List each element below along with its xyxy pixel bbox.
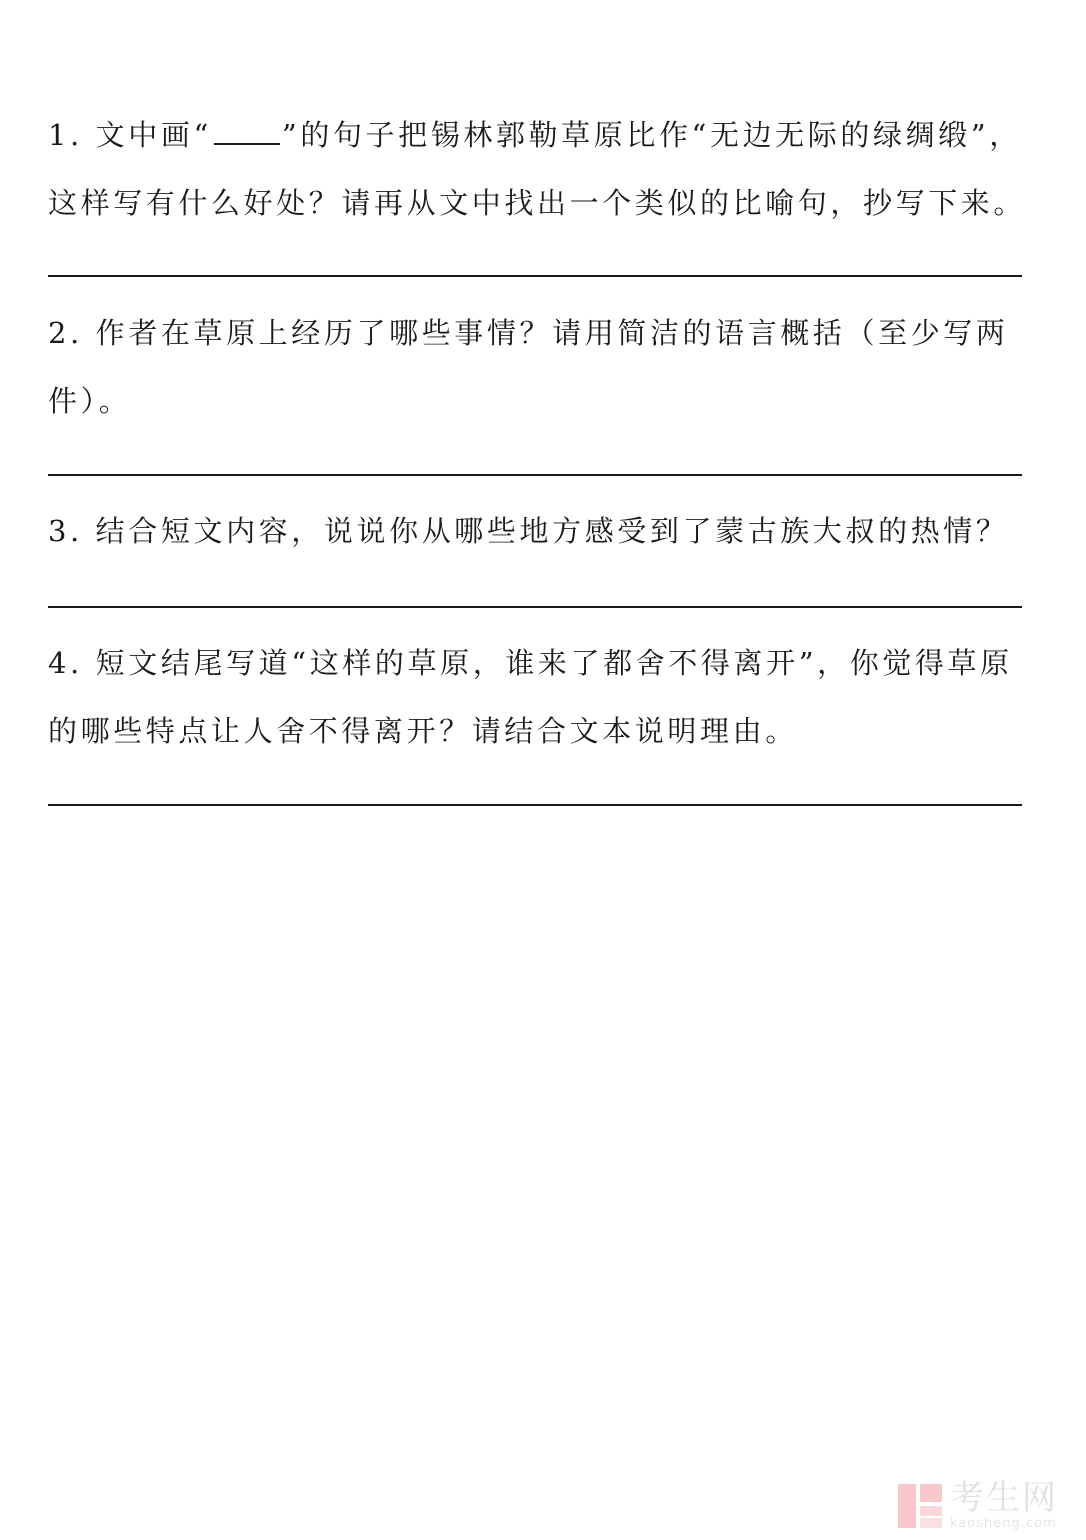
answer-line-4[interactable] (48, 804, 1022, 806)
watermark-sub: kaosheng.com (950, 1516, 1057, 1531)
question-4-line-1: 4. 短文结尾写道“这样的草原，谁来了都舍不得离开”，你觉得草原 (48, 646, 1013, 680)
question-4-line-2: 的哪些特点让人舍不得离开？请结合文本说明理由。 (48, 714, 798, 748)
question-2-line-2: 件）。 (48, 384, 132, 418)
question-1-line-1 (48, 113, 1022, 154)
question-1-text-before-blank: 1. 文中画“ (48, 118, 212, 152)
answer-line-2[interactable] (48, 474, 1022, 476)
watermark-main: 考生网 (950, 1478, 1058, 1518)
underline-blank (214, 121, 280, 145)
answer-line-3[interactable] (48, 606, 1022, 608)
question-2-line-1: 2. 作者在草原上经历了哪些事情？请用简洁的语言概括（至少写两 (48, 316, 1009, 350)
watermark (898, 1478, 1058, 1531)
question-1-line-2: 这样写有什么好处？请再从文中找出一个类似的比喻句，抄写下来。 (48, 186, 1027, 220)
kaosheng-logo-icon (898, 1484, 942, 1528)
question-3-line-1: 3. 结合短文内容，说说你从哪些地方感受到了蒙古族大叔的热情？ (48, 514, 1009, 548)
question-1-text-after-blank: ”的句子把锡林郭勒草原比作“无边无际的绿绸缎”， (281, 118, 1022, 152)
watermark-text (950, 1478, 1058, 1531)
answer-line-1[interactable] (48, 275, 1022, 277)
